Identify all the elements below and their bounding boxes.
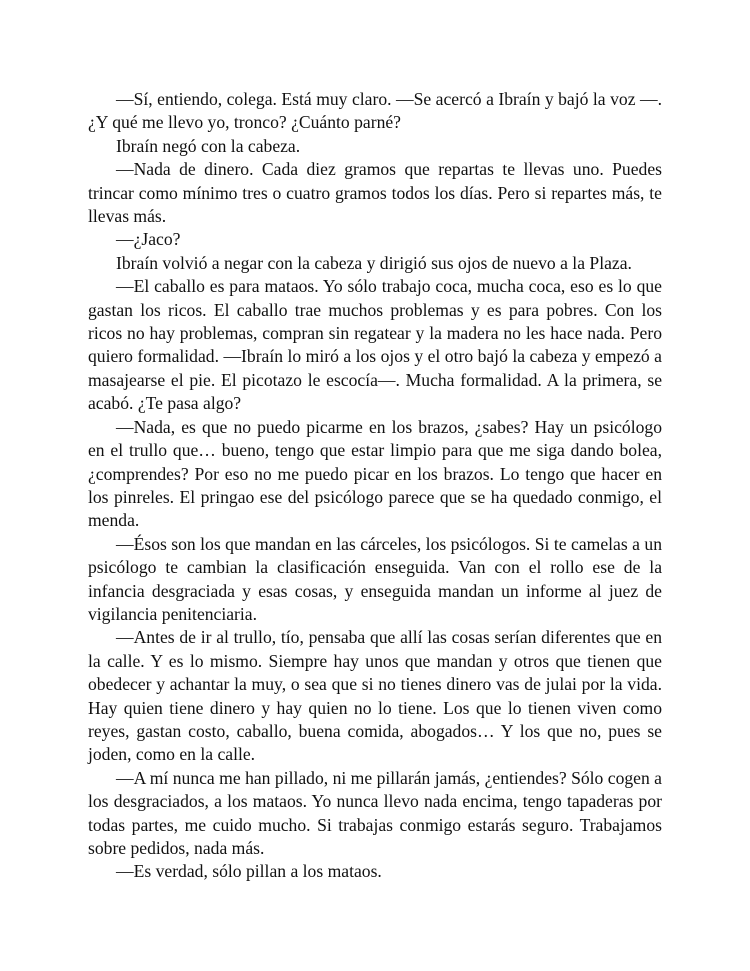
paragraph: —A mí nunca me han pillado, ni me pillarán jamás, ¿entiendes? Sólo cogen a los desgraciados, a los mataos. Yo nunca llevo nada encima, tengo tapaderas por todas partes, me cuido mucho. Si trabajas conmigo estarás seguro. Trabajamos sobre pedidos, nada más.	[88, 767, 662, 858]
paragraph: —Ésos son los que mandan en las cárceles, los psicólogos. Si te camelas a un psicólogo te cambian la clasificación enseguida. Van con el rollo ese de la infancia desgraciada y esas cosas, y enseguida mandan un informe al juez de vigilancia penitenciaria.	[88, 533, 662, 624]
book-page-text	[88, 88, 662, 884]
paragraph: —Es verdad, sólo pillan a los mataos.	[116, 861, 382, 882]
paragraph: —¿Jaco?	[116, 229, 181, 250]
paragraph: —Nada de dinero. Cada diez gramos que repartas te llevas uno. Puedes trincar como mínimo tres o cuatro gramos todos los días. Pero si repartes más, te llevas más.	[88, 159, 662, 227]
paragraph: —Nada, es que no puedo picarme en los brazos, ¿sabes? Hay un psicólogo en el trullo que… bueno, tengo que estar limpio para que me siga dando bolea, ¿comprendes? Por eso no me puedo picar en los brazos. Lo tengo que hacer en los pinreles. El pringao ese del psicólogo parece que se ha quedado conmigo, el menda.	[88, 416, 662, 531]
paragraph: —Antes de ir al trullo, tío, pensaba que allí las cosas serían diferentes que en la calle. Y es lo mismo. Siempre hay unos que mandan y otros que tienen que obedecer y achantar la muy, o sea que si no tienes dinero vas de julai por la vida. Hay quien tiene dinero y hay quien no lo tiene. Los que lo tienen viven como reyes, gastan costo, caballo, buena comida, abogados… Y los que no, pues se joden, como en la calle.	[88, 627, 662, 765]
paragraph: —Sí, entiendo, colega. Está muy claro. —Se acercó a Ibraín y bajó la voz —. ¿Y qué me llevo yo, tronco? ¿Cuánto parné?	[88, 89, 662, 133]
paragraph: Ibraín volvió a negar con la cabeza y dirigió sus ojos de nuevo a la Plaza.	[116, 252, 632, 273]
paragraph: Ibraín negó con la cabeza.	[116, 135, 301, 156]
paragraph: —El caballo es para mataos. Yo sólo trabajo coca, mucha coca, eso es lo que gastan los ricos. El caballo trae muchos problemas y es para pobres. Con los ricos no hay problemas, compran sin regatear y la madera no les hace nada. Pero quiero formalidad. —Ibraín lo miró a los ojos y el otro bajó la cabeza y empezó a masajearse el pie. El picotazo le escocía—. Mucha formalidad. A la primera, se acabó. ¿Te pasa algo?	[88, 276, 662, 414]
